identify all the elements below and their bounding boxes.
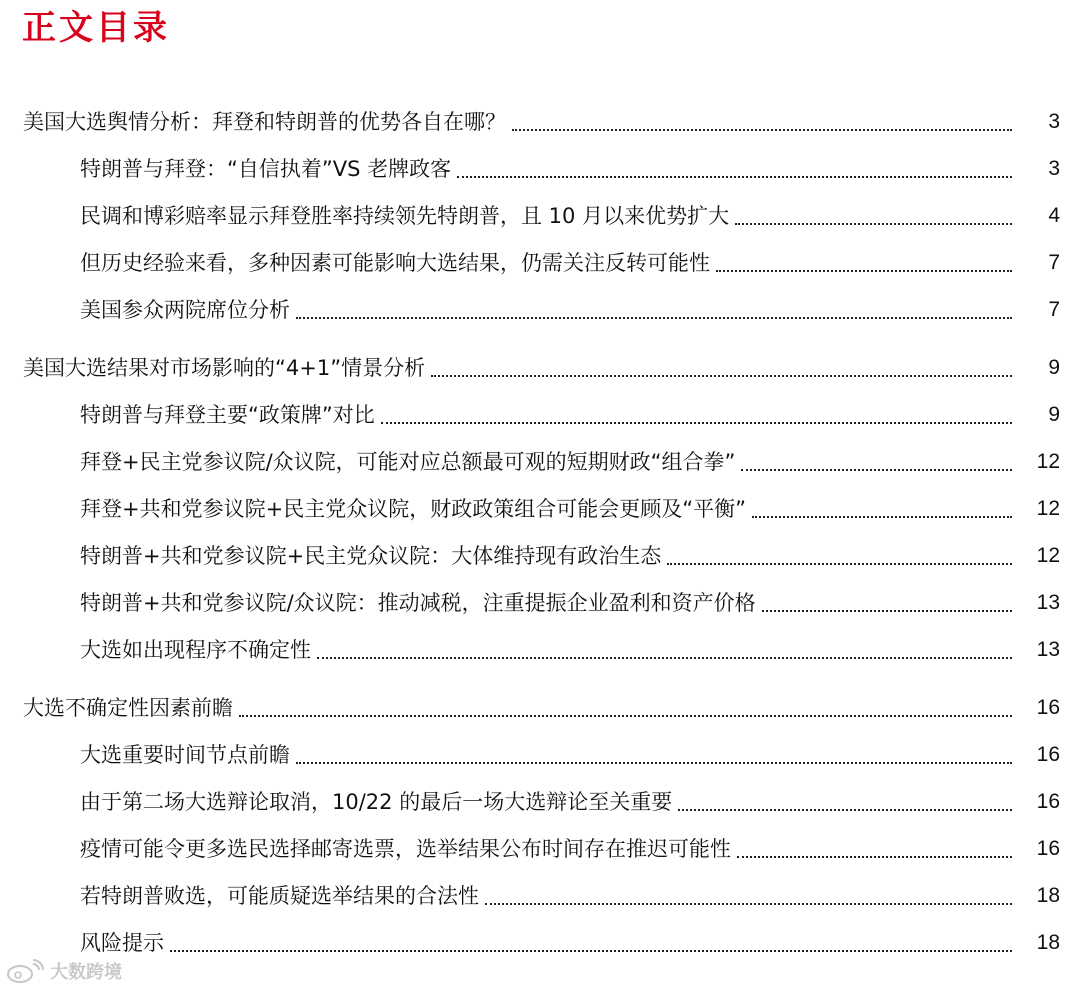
dot-leader — [762, 609, 1012, 612]
dot-leader — [678, 808, 1012, 811]
toc-entry-text: 风险提示 — [80, 931, 164, 955]
weibo-icon — [6, 958, 46, 984]
dot-leader — [457, 175, 1012, 178]
toc-entry-subsection[interactable] — [0, 821, 1080, 868]
dot-leader — [752, 515, 1012, 518]
toc-entry-subsection[interactable] — [0, 282, 1080, 329]
toc-entry-page: 7 — [1048, 251, 1060, 274]
toc-entry-subsection[interactable] — [0, 868, 1080, 915]
dot-leader — [431, 374, 1012, 377]
toc-entry-page: 12 — [1036, 544, 1060, 567]
toc-entry-page: 12 — [1036, 450, 1060, 473]
toc-entry-page: 4 — [1048, 204, 1060, 227]
watermark-text: 大数跨境 — [50, 962, 122, 983]
toc-entry-text: 民调和博彩赔率显示拜登胜率持续领先特朗普，且 10 月以来优势扩大 — [80, 204, 730, 228]
toc-entry-page: 16 — [1036, 696, 1060, 719]
toc-entry-page: 18 — [1036, 931, 1060, 954]
toc-entry-subsection[interactable] — [0, 575, 1080, 622]
toc-entry-page: 13 — [1036, 638, 1060, 661]
dot-leader — [737, 855, 1012, 858]
toc-entry-text: 美国大选舆情分析：拜登和特朗普的优势各自在哪？ — [23, 110, 506, 134]
toc-entry-page: 9 — [1048, 356, 1060, 379]
toc-entry-subsection[interactable] — [0, 141, 1080, 188]
dot-leader — [485, 902, 1012, 905]
toc-entry-subsection[interactable] — [0, 915, 1080, 962]
toc-entry-text: 拜登+民主党参议院/众议院，可能对应总额最可观的短期财政“组合拳” — [80, 450, 736, 474]
toc-entry-subsection[interactable] — [0, 774, 1080, 821]
toc-entry-subsection[interactable] — [0, 235, 1080, 282]
toc-entry-text: 特朗普与拜登主要“政策牌”对比 — [80, 403, 375, 427]
toc-entry-text: 特朗普+共和党参议院+民主党众议院：大体维持现有政治生态 — [80, 544, 662, 568]
dot-leader — [296, 761, 1012, 764]
toc-entry-section-3[interactable] — [0, 680, 1080, 727]
dot-leader — [296, 316, 1012, 319]
toc-entry-text: 大选不确定性因素前瞻 — [23, 696, 233, 720]
toc-entry-subsection[interactable] — [0, 434, 1080, 481]
toc-title: 正文目录 — [22, 8, 170, 48]
toc-entry-text: 大选如出现程序不确定性 — [80, 638, 311, 662]
toc-entry-text: 特朗普与拜登：“自信执着”VS 老牌政客 — [80, 157, 452, 181]
dot-leader — [741, 468, 1012, 471]
toc-entry-text: 美国大选结果对市场影响的“4+1”情景分析 — [23, 356, 426, 380]
toc-entry-page: 3 — [1048, 110, 1060, 133]
dot-leader — [239, 714, 1012, 717]
toc-entry-subsection[interactable] — [0, 188, 1080, 235]
dot-leader — [512, 128, 1012, 131]
toc-entry-page: 16 — [1036, 790, 1060, 813]
toc-entry-text: 但历史经验来看，多种因素可能影响大选结果，仍需关注反转可能性 — [80, 251, 710, 275]
dot-leader — [735, 222, 1012, 225]
watermark — [6, 958, 122, 984]
toc-entry-section-2[interactable] — [0, 340, 1080, 387]
toc-entry-subsection[interactable] — [0, 727, 1080, 774]
toc-entry-subsection[interactable] — [0, 481, 1080, 528]
toc-entry-text: 美国参众两院席位分析 — [80, 298, 290, 322]
toc-entry-section-1[interactable] — [0, 94, 1080, 141]
toc-entry-page: 3 — [1048, 157, 1060, 180]
toc-entry-text: 由于第二场大选辩论取消，10/22 的最后一场大选辩论至关重要 — [80, 790, 673, 814]
toc-entry-page: 7 — [1048, 298, 1060, 321]
toc-entry-page: 16 — [1036, 837, 1060, 860]
toc-entry-page: 18 — [1036, 884, 1060, 907]
toc-entry-page: 9 — [1048, 403, 1060, 426]
dot-leader — [381, 421, 1012, 424]
toc-entry-text: 若特朗普败选，可能质疑选举结果的合法性 — [80, 884, 479, 908]
toc-entry-subsection[interactable] — [0, 528, 1080, 575]
toc-entry-text: 特朗普+共和党参议院/众议院：推动减税，注重提振企业盈利和资产价格 — [80, 591, 756, 615]
toc-entry-subsection[interactable] — [0, 622, 1080, 669]
toc-entry-page: 16 — [1036, 743, 1060, 766]
toc-entry-text: 疫情可能令更多选民选择邮寄选票，选举结果公布时间存在推迟可能性 — [80, 837, 731, 861]
dot-leader — [317, 656, 1012, 659]
dot-leader — [170, 949, 1012, 952]
dot-leader — [716, 269, 1012, 272]
toc-list — [0, 94, 1080, 962]
toc-entry-page: 12 — [1036, 497, 1060, 520]
dot-leader — [667, 562, 1012, 565]
toc-entry-text: 拜登+共和党参议院+民主党众议院，财政政策组合可能会更顾及“平衡” — [80, 497, 746, 521]
toc-entry-page: 13 — [1036, 591, 1060, 614]
toc-entry-text: 大选重要时间节点前瞻 — [80, 743, 290, 767]
toc-entry-subsection[interactable] — [0, 387, 1080, 434]
